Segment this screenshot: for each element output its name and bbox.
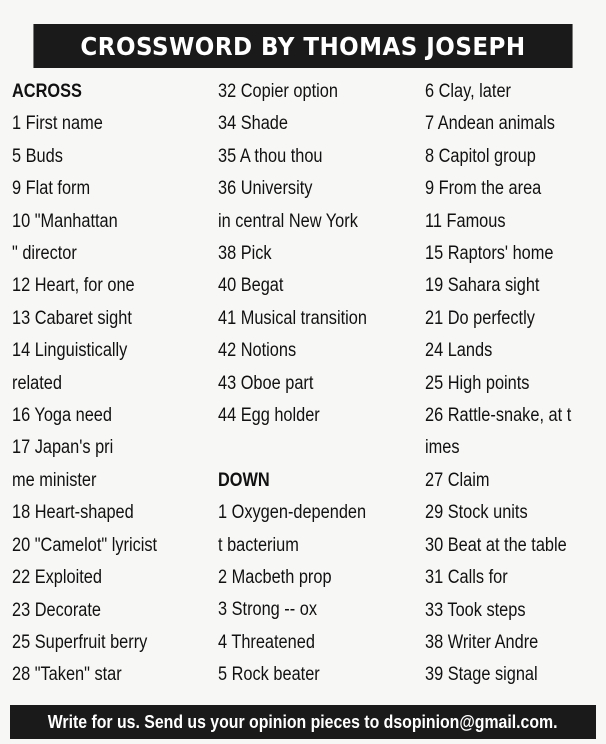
down-clue: 8 Capitol group (425, 145, 536, 167)
across-clue: 32 Copier option (218, 81, 338, 102)
down-clue: 15 Raptors' home (425, 243, 554, 265)
down-clue: 31 Calls for (425, 567, 508, 589)
across-clue: 41 Musical transition (218, 307, 367, 329)
down-clue: 4 Threatened (218, 631, 315, 653)
across-clue: 1 First name (12, 113, 103, 135)
across-clue: 22 Exploited (12, 567, 102, 589)
down-clue: 11 Famous (425, 210, 506, 232)
down-clue: 27 Claim (425, 469, 490, 491)
across-clue: 28 "Taken" star (12, 664, 122, 686)
across-clue: 5 Buds (12, 145, 63, 167)
across-clue: 18 Heart-shaped (12, 502, 134, 524)
across-clue: 44 Egg holder (218, 405, 320, 427)
across-clue: 35 A thou thou (218, 145, 323, 167)
across-clue: 20 "Camelot" lyricist (12, 534, 158, 556)
down-clue: 39 Stage signal (425, 664, 538, 686)
across-clue: 13 Cabaret sight (12, 307, 132, 329)
column-spacer (218, 432, 419, 464)
down-clue: 38 Writer Andre (425, 631, 539, 653)
down-clue: 26 Rattle-snake, at t imes (425, 405, 572, 459)
clues-column-2 (218, 76, 419, 692)
down-clue: 6 Clay, later (425, 81, 511, 102)
down-clue: 29 Stock units (425, 502, 528, 524)
down-clue: 33 Took steps (425, 599, 526, 621)
clues-column-1 (12, 76, 205, 692)
down-clue: 30 Beat at the table (425, 534, 567, 556)
across-clue: 9 Flat form (12, 178, 91, 200)
across-clue: 25 Superfruit berry (12, 631, 148, 653)
down-clue: 19 Sahara sight (425, 275, 540, 297)
down-clue: 5 Rock beater (218, 664, 320, 686)
across-clue: 17 Japan's pri me minister (12, 437, 114, 491)
down-clue: 1 Oxygen-dependen t bacterium (218, 502, 367, 556)
across-clue: 42 Notions (218, 340, 297, 362)
down-clue: 25 High points (425, 372, 530, 394)
across-clue: 43 Oboe part (218, 372, 314, 394)
down-clue: 2 Macbeth prop (218, 567, 332, 589)
across-clue: 23 Decorate (12, 599, 102, 621)
down-clue: 7 Andean animals (425, 113, 555, 135)
footer-banner (10, 705, 596, 739)
across-clue: 16 Yoga need (12, 405, 112, 427)
across-clue: 12 Heart, for one (12, 275, 135, 297)
down-clue: 3 Strong -- ox (218, 599, 317, 621)
down-clue: 21 Do perfectly (425, 307, 535, 329)
crossword-title: CROSSWORD BY THOMAS JOSEPH (80, 31, 526, 61)
down-clue: 24 Lands (425, 340, 493, 362)
across-clue: 40 Begat (218, 275, 284, 297)
across-clue: 34 Shade (218, 113, 288, 135)
across-heading: ACROSS (12, 81, 82, 102)
crossword-title-bar (33, 24, 572, 68)
down-clue: 9 From the area (425, 178, 542, 200)
clues-column-3 (425, 76, 606, 692)
across-clue: 14 Linguistically related (12, 340, 128, 394)
down-heading: DOWN (218, 469, 270, 491)
footer-text: Write for us. Send us your opinion pieces to dsopinion@gmail.com. (48, 711, 558, 732)
across-clue: 38 Pick (218, 243, 272, 265)
across-clue: 36 University in central New York (218, 178, 358, 232)
across-clue: 10 "Manhattan " director (12, 210, 118, 265)
